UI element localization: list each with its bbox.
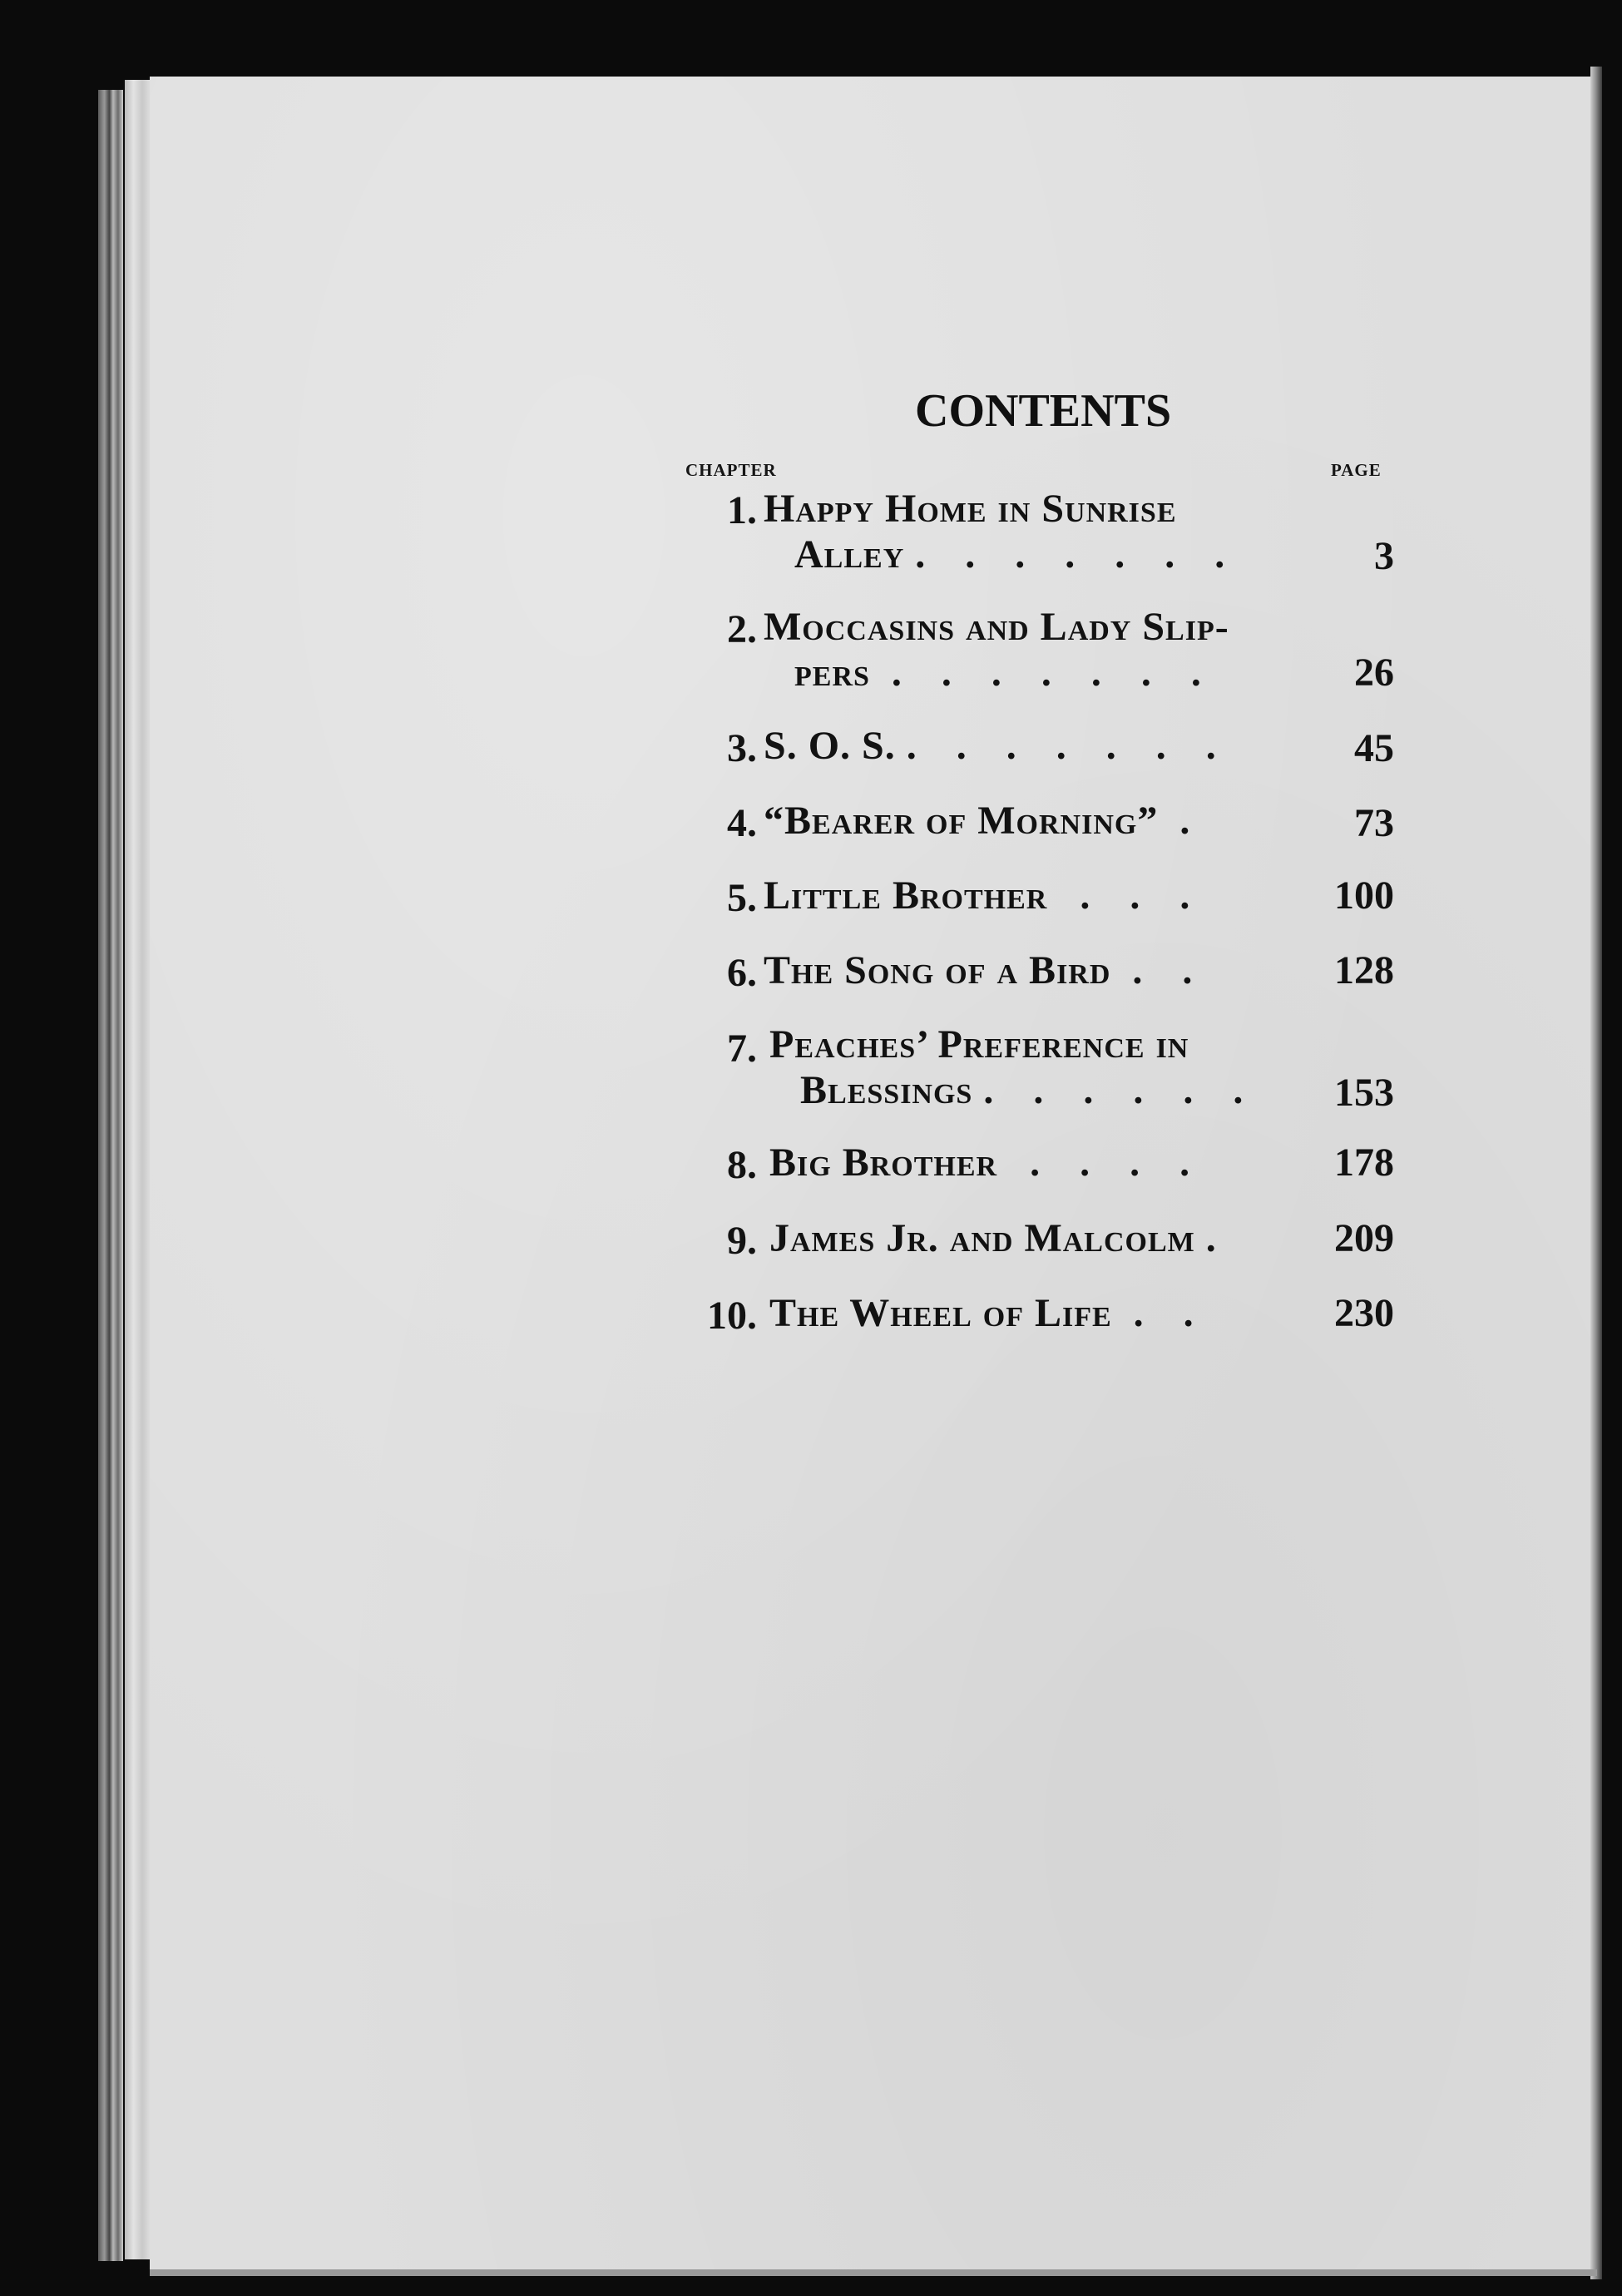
chapter-number: 9. — [727, 1219, 757, 1263]
chapter-title: James Jr. and Malcolm . — [769, 1216, 1231, 1260]
chapter-title: The Wheel of Life . . — [769, 1291, 1209, 1335]
chapter-title: S. O. S. . . . . . . . — [764, 724, 1231, 768]
chapter-number: 10. — [707, 1294, 757, 1338]
chapter-title: Little Brother . . . — [764, 873, 1205, 918]
chapter-title-continued: Alley . . . . . . . — [794, 532, 1240, 576]
chapter-title: Peaches’ Preference in — [769, 1022, 1189, 1066]
chapter-page-number: 26 — [1354, 651, 1394, 695]
chapter-column-header: CHAPTER — [685, 460, 777, 480]
chapter-number: 5. — [727, 876, 757, 920]
chapter-page-number: 45 — [1354, 726, 1394, 770]
chapter-number: 6. — [727, 951, 757, 995]
page-column-header: PAGE — [1331, 460, 1382, 480]
chapter-title: Moccasins and Lady Slip- — [764, 605, 1229, 649]
chapter-number: 2. — [727, 607, 757, 651]
chapter-page-number: 3 — [1374, 534, 1394, 578]
chapter-number: 8. — [727, 1143, 757, 1187]
leader-dots: . . . . . . . — [891, 651, 1216, 695]
leader-dots: . . . . — [1030, 1141, 1205, 1185]
chapter-title-continued: pers . . . . . . . — [794, 651, 1216, 695]
chapter-page-number: 178 — [1334, 1141, 1394, 1185]
leader-dots: . . . . . . — [983, 1068, 1259, 1112]
chapter-page-number: 209 — [1334, 1216, 1394, 1260]
chapter-number: 3. — [727, 726, 757, 770]
leader-dots: . . — [1133, 1291, 1209, 1335]
leader-dots: . . . . . . . — [915, 532, 1240, 576]
chapter-page-number: 100 — [1334, 873, 1394, 918]
chapter-title: Big Brother . . . . — [769, 1141, 1205, 1185]
chapter-number: 4. — [727, 801, 757, 845]
leader-dots: . . . — [1080, 873, 1205, 918]
chapter-page-number: 128 — [1334, 948, 1394, 992]
chapter-title: The Song of a Bird . . — [764, 948, 1208, 992]
leader-dots: . . . . . . . — [906, 724, 1231, 768]
chapter-title: “Bearer of Morning” . — [764, 799, 1205, 843]
leader-dots: . . — [1132, 948, 1208, 992]
chapter-page-number: 73 — [1354, 801, 1394, 845]
leader-dots: . — [1179, 799, 1205, 843]
chapter-title-continued: Blessings . . . . . . — [800, 1068, 1259, 1112]
chapter-number: 7. — [727, 1027, 757, 1071]
leader-dots: . — [1205, 1216, 1231, 1260]
chapter-title: Happy Home in Sunrise — [764, 487, 1177, 531]
chapter-number: 1. — [727, 488, 757, 532]
contents-heading: CONTENTS — [915, 385, 1172, 437]
chapter-page-number: 230 — [1334, 1291, 1394, 1335]
chapter-page-number: 153 — [1334, 1071, 1394, 1115]
